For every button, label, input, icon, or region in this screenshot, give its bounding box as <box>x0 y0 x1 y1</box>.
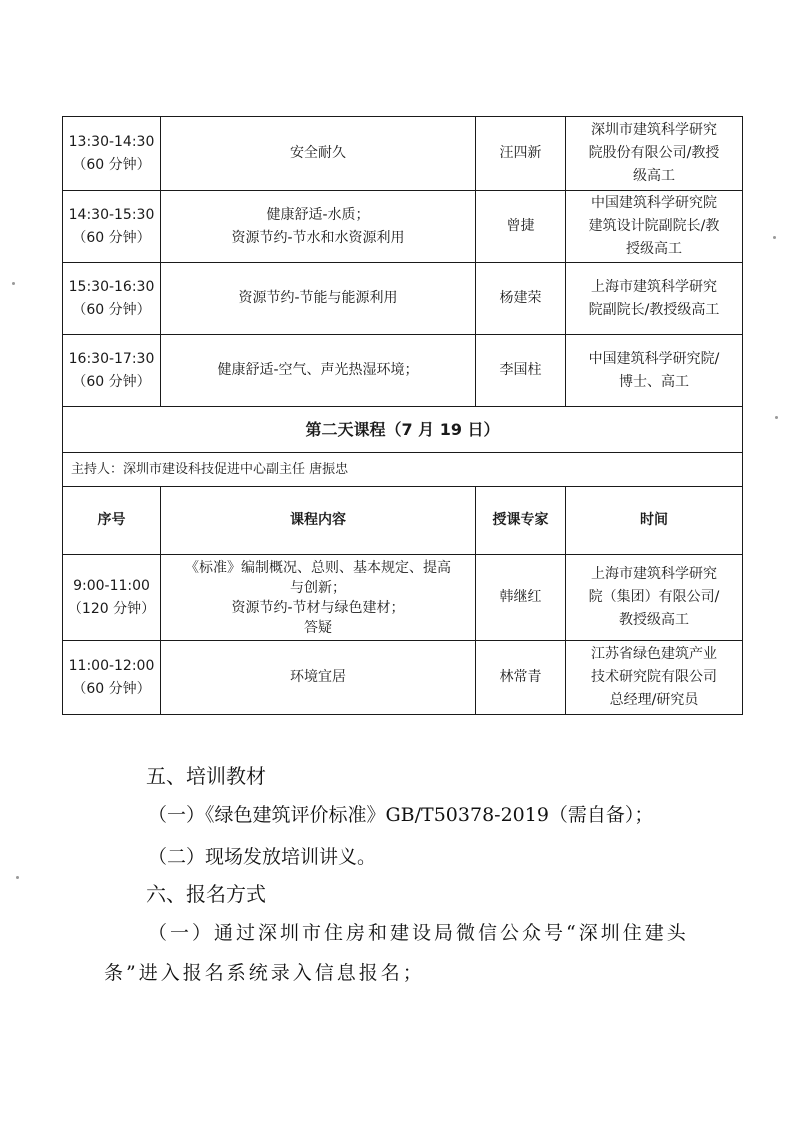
org-cell: 江苏省绿色建筑产业 技术研究院有限公司 总经理/研究员 <box>566 641 743 715</box>
org-cell: 上海市建筑科学研究 院（集团）有限公司/ 教授级高工 <box>566 555 743 641</box>
host-line: 主持人：深圳市建设科技促进中心副主任 唐振忠 <box>63 453 743 487</box>
org-cell: 深圳市建筑科学研究 院股份有限公司/教授 级高工 <box>566 117 743 191</box>
day2-title: 第二天课程（7 月 19 日） <box>63 407 743 453</box>
content-cell: 健康舒适-水质； 资源节约-节水和水资源利用 <box>161 191 476 263</box>
table-row <box>63 117 743 191</box>
table-row <box>63 191 743 263</box>
scan-dot <box>775 416 778 419</box>
table-row <box>63 555 743 641</box>
time-cell: 16:30-17:30 （60 分钟） <box>63 335 161 407</box>
table-row <box>63 335 743 407</box>
expert-cell: 曾捷 <box>476 191 566 263</box>
table-row <box>63 453 743 487</box>
time-cell: 11:00-12:00 （60 分钟） <box>63 641 161 715</box>
expert-cell: 韩继红 <box>476 555 566 641</box>
org-cell: 中国建筑科学研究院/ 博士、高工 <box>566 335 743 407</box>
org-cell: 中国建筑科学研究院 建筑设计院副院长/教 授级高工 <box>566 191 743 263</box>
table-row <box>63 263 743 335</box>
table-header-row <box>63 487 743 555</box>
time-cell: 14:30-15:30 （60 分钟） <box>63 191 161 263</box>
time-cell: 15:30-16:30 （60 分钟） <box>63 263 161 335</box>
content-cell: 资源节约-节能与能源利用 <box>161 263 476 335</box>
scan-dot <box>773 236 776 239</box>
scan-dot <box>16 876 19 879</box>
time-cell: 13:30-14:30 （60 分钟） <box>63 117 161 191</box>
section-5-item-1: （一）《绿色建筑评价标准》GB/T50378-2019（需自备）； <box>148 804 654 826</box>
column-header: 授课专家 <box>476 487 566 555</box>
section-5-heading: 五、培训教材 <box>146 764 266 788</box>
time-cell: 9:00-11:00 （120 分钟） <box>63 555 161 641</box>
course-schedule-table <box>62 116 743 715</box>
table-row <box>63 641 743 715</box>
content-cell: 环境宜居 <box>161 641 476 715</box>
section-5-item-2: （二）现场发放培训讲义。 <box>148 846 377 868</box>
column-header: 时间 <box>566 487 743 555</box>
section-6-heading: 六、报名方式 <box>146 882 266 906</box>
column-header: 课程内容 <box>161 487 476 555</box>
content-cell: 健康舒适-空气、声光热湿环境； <box>161 335 476 407</box>
expert-cell: 杨建荣 <box>476 263 566 335</box>
column-header: 序号 <box>63 487 161 555</box>
expert-cell: 汪四新 <box>476 117 566 191</box>
section-6-item-1-line-1: （一）通过深圳市住房和建设局微信公众号“深圳住建头 <box>148 922 689 944</box>
org-cell: 上海市建筑科学研究 院副院长/教授级高工 <box>566 263 743 335</box>
expert-cell: 李国柱 <box>476 335 566 407</box>
table-row <box>63 407 743 453</box>
expert-cell: 林常青 <box>476 641 566 715</box>
section-6-item-1-line-2: 条”进入报名系统录入信息报名； <box>104 962 425 984</box>
content-cell: 《标准》编制概况、总则、基本规定、提高 与创新； 资源节约-节材与绿色建材； 答疑 <box>161 555 476 641</box>
content-cell: 安全耐久 <box>161 117 476 191</box>
scan-dot <box>12 282 15 285</box>
